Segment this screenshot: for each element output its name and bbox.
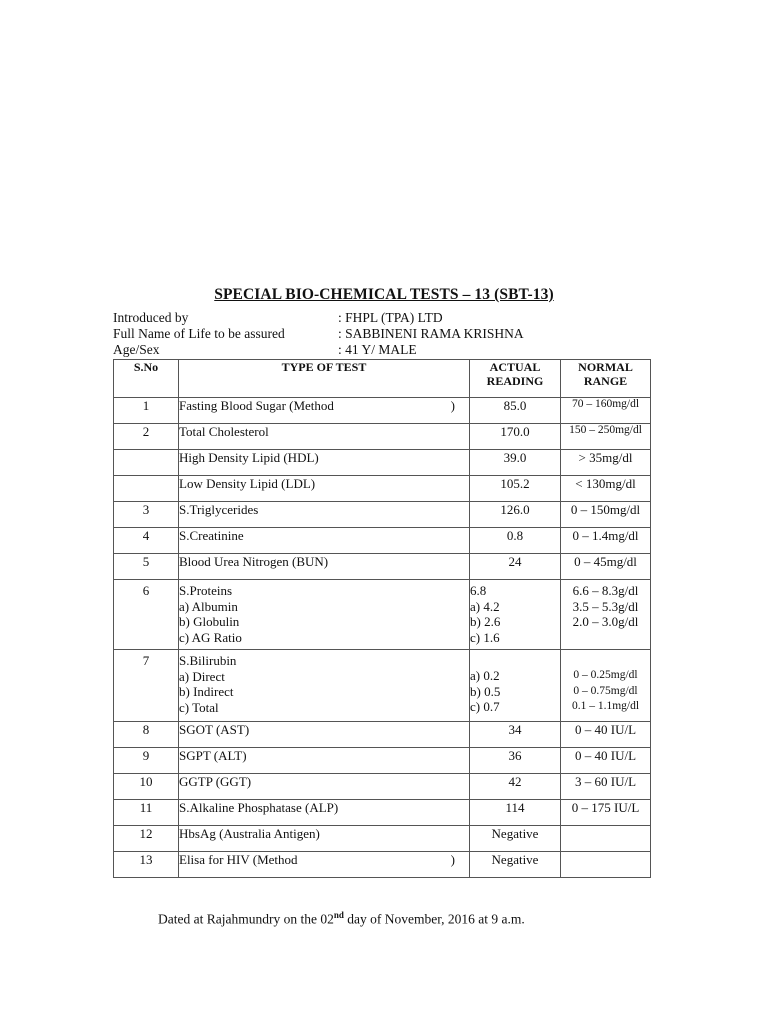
header-actual-reading: ACTUAL READING: [470, 360, 561, 398]
row-reading: 105.2: [470, 476, 561, 502]
row-test: S.Triglycerides: [179, 502, 470, 528]
row-sno: 7: [114, 650, 179, 722]
table-row: [114, 554, 651, 580]
row-test: Total Cholesterol: [179, 424, 470, 450]
row-reading: Negative: [470, 852, 561, 878]
row-test: GGTP (GGT): [179, 774, 470, 800]
row-reading: 34: [470, 722, 561, 748]
table-row: [114, 398, 651, 424]
table-row: [114, 450, 651, 476]
row-test: HbsAg (Australia Antigen): [179, 826, 470, 852]
row-reading: 114: [470, 800, 561, 826]
row-range: 0 – 40 IU/L: [561, 748, 651, 774]
row-reading: 0.8: [470, 528, 561, 554]
table-row: [114, 528, 651, 554]
row-test: S.Alkaline Phosphatase (ALP): [179, 800, 470, 826]
row-sno: 6: [114, 580, 179, 650]
row-reading: Negative: [470, 826, 561, 852]
table-header-row: [114, 360, 651, 398]
row-reading: 24: [470, 554, 561, 580]
table-row: [114, 774, 651, 800]
row-range: [561, 826, 651, 852]
row-sno: 5: [114, 554, 179, 580]
row-range: 0 – 40 IU/L: [561, 722, 651, 748]
row-test: High Density Lipid (HDL): [179, 450, 470, 476]
table-row: [114, 424, 651, 450]
row-test: Fasting Blood Sugar (Method ): [179, 398, 470, 424]
row-sno: 2: [114, 424, 179, 450]
row-reading: 39.0: [470, 450, 561, 476]
row-range: 70 – 160mg/dl: [561, 398, 651, 424]
row-reading: 85.0: [470, 398, 561, 424]
dated-footer: [158, 910, 525, 928]
row-range: 3 – 60 IU/L: [561, 774, 651, 800]
row-test: S.Bilirubin a) Direct b) Indirect c) Total: [179, 650, 470, 722]
row-sno: 3: [114, 502, 179, 528]
row-range: 0 – 175 IU/L: [561, 800, 651, 826]
row-range: 0 – 45mg/dl: [561, 554, 651, 580]
row-reading: 6.8 a) 4.2 b) 2.6 c) 1.6: [470, 580, 561, 650]
row-range: 0 – 0.25mg/dl 0 – 0.75mg/dl 0.1 – 1.1mg/dl: [561, 650, 651, 722]
row-sno: 9: [114, 748, 179, 774]
test-results-table: [113, 359, 651, 878]
header-normal-range: NORMAL RANGE: [561, 360, 651, 398]
row-range: < 130mg/dl: [561, 476, 651, 502]
footer-ordinal-suffix: nd: [333, 910, 344, 920]
row-test: SGPT (ALT): [179, 748, 470, 774]
row-test: S.Proteins a) Albumin b) Globulin c) AG Ratio: [179, 580, 470, 650]
row-test: Elisa for HIV (Method ): [179, 852, 470, 878]
row-reading: 42: [470, 774, 561, 800]
table-row: [114, 800, 651, 826]
row-test: Blood Urea Nitrogen (BUN): [179, 554, 470, 580]
info-value-age-sex: : 41 Y/ MALE: [338, 342, 417, 357]
footer-text-start: Dated at Rajahmundry on the 02: [158, 911, 334, 927]
row-sno: 11: [114, 800, 179, 826]
row-test: Low Density Lipid (LDL): [179, 476, 470, 502]
row-sno: 8: [114, 722, 179, 748]
row-sno: 12: [114, 826, 179, 852]
row-sno: 13: [114, 852, 179, 878]
row-reading: 36: [470, 748, 561, 774]
row-test: S.Creatinine: [179, 528, 470, 554]
table-row: [114, 502, 651, 528]
footer-text-end: day of November, 2016 at 9 a.m.: [343, 911, 525, 927]
table-row: [114, 826, 651, 852]
info-label-full-name: Full Name of Life to be assured: [113, 326, 285, 341]
info-label-age-sex: Age/Sex: [113, 342, 160, 357]
info-label-introduced-by: Introduced by: [113, 310, 189, 325]
row-range: > 35mg/dl: [561, 450, 651, 476]
row-range: [561, 852, 651, 878]
row-range: 6.6 – 8.3g/dl 3.5 – 5.3g/dl 2.0 – 3.0g/dl: [561, 580, 651, 650]
row-sno: [114, 476, 179, 502]
row-sno: 10: [114, 774, 179, 800]
table-row: [114, 722, 651, 748]
header-sno: S.No: [114, 360, 179, 398]
row-reading: 126.0: [470, 502, 561, 528]
row-range: 0 – 150mg/dl: [561, 502, 651, 528]
row-test: SGOT (AST): [179, 722, 470, 748]
row-sno: [114, 450, 179, 476]
table-row: [114, 852, 651, 878]
table-row: [114, 748, 651, 774]
info-value-full-name: : SABBINENI RAMA KRISHNA: [338, 326, 524, 341]
row-reading: 170.0: [470, 424, 561, 450]
table-row: [114, 476, 651, 502]
row-sno: 4: [114, 528, 179, 554]
table-row-proteins: [114, 580, 651, 650]
row-range: 150 – 250mg/dl: [561, 424, 651, 450]
report-title: SPECIAL BIO-CHEMICAL TESTS – 13 (SBT-13): [214, 286, 554, 303]
header-type-of-test: TYPE OF TEST: [179, 360, 470, 398]
info-value-introduced-by: : FHPL (TPA) LTD: [338, 310, 443, 325]
row-reading: a) 0.2 b) 0.5 c) 0.7: [470, 650, 561, 722]
row-range: 0 – 1.4mg/dl: [561, 528, 651, 554]
row-sno: 1: [114, 398, 179, 424]
table-row-bilirubin: [114, 650, 651, 722]
